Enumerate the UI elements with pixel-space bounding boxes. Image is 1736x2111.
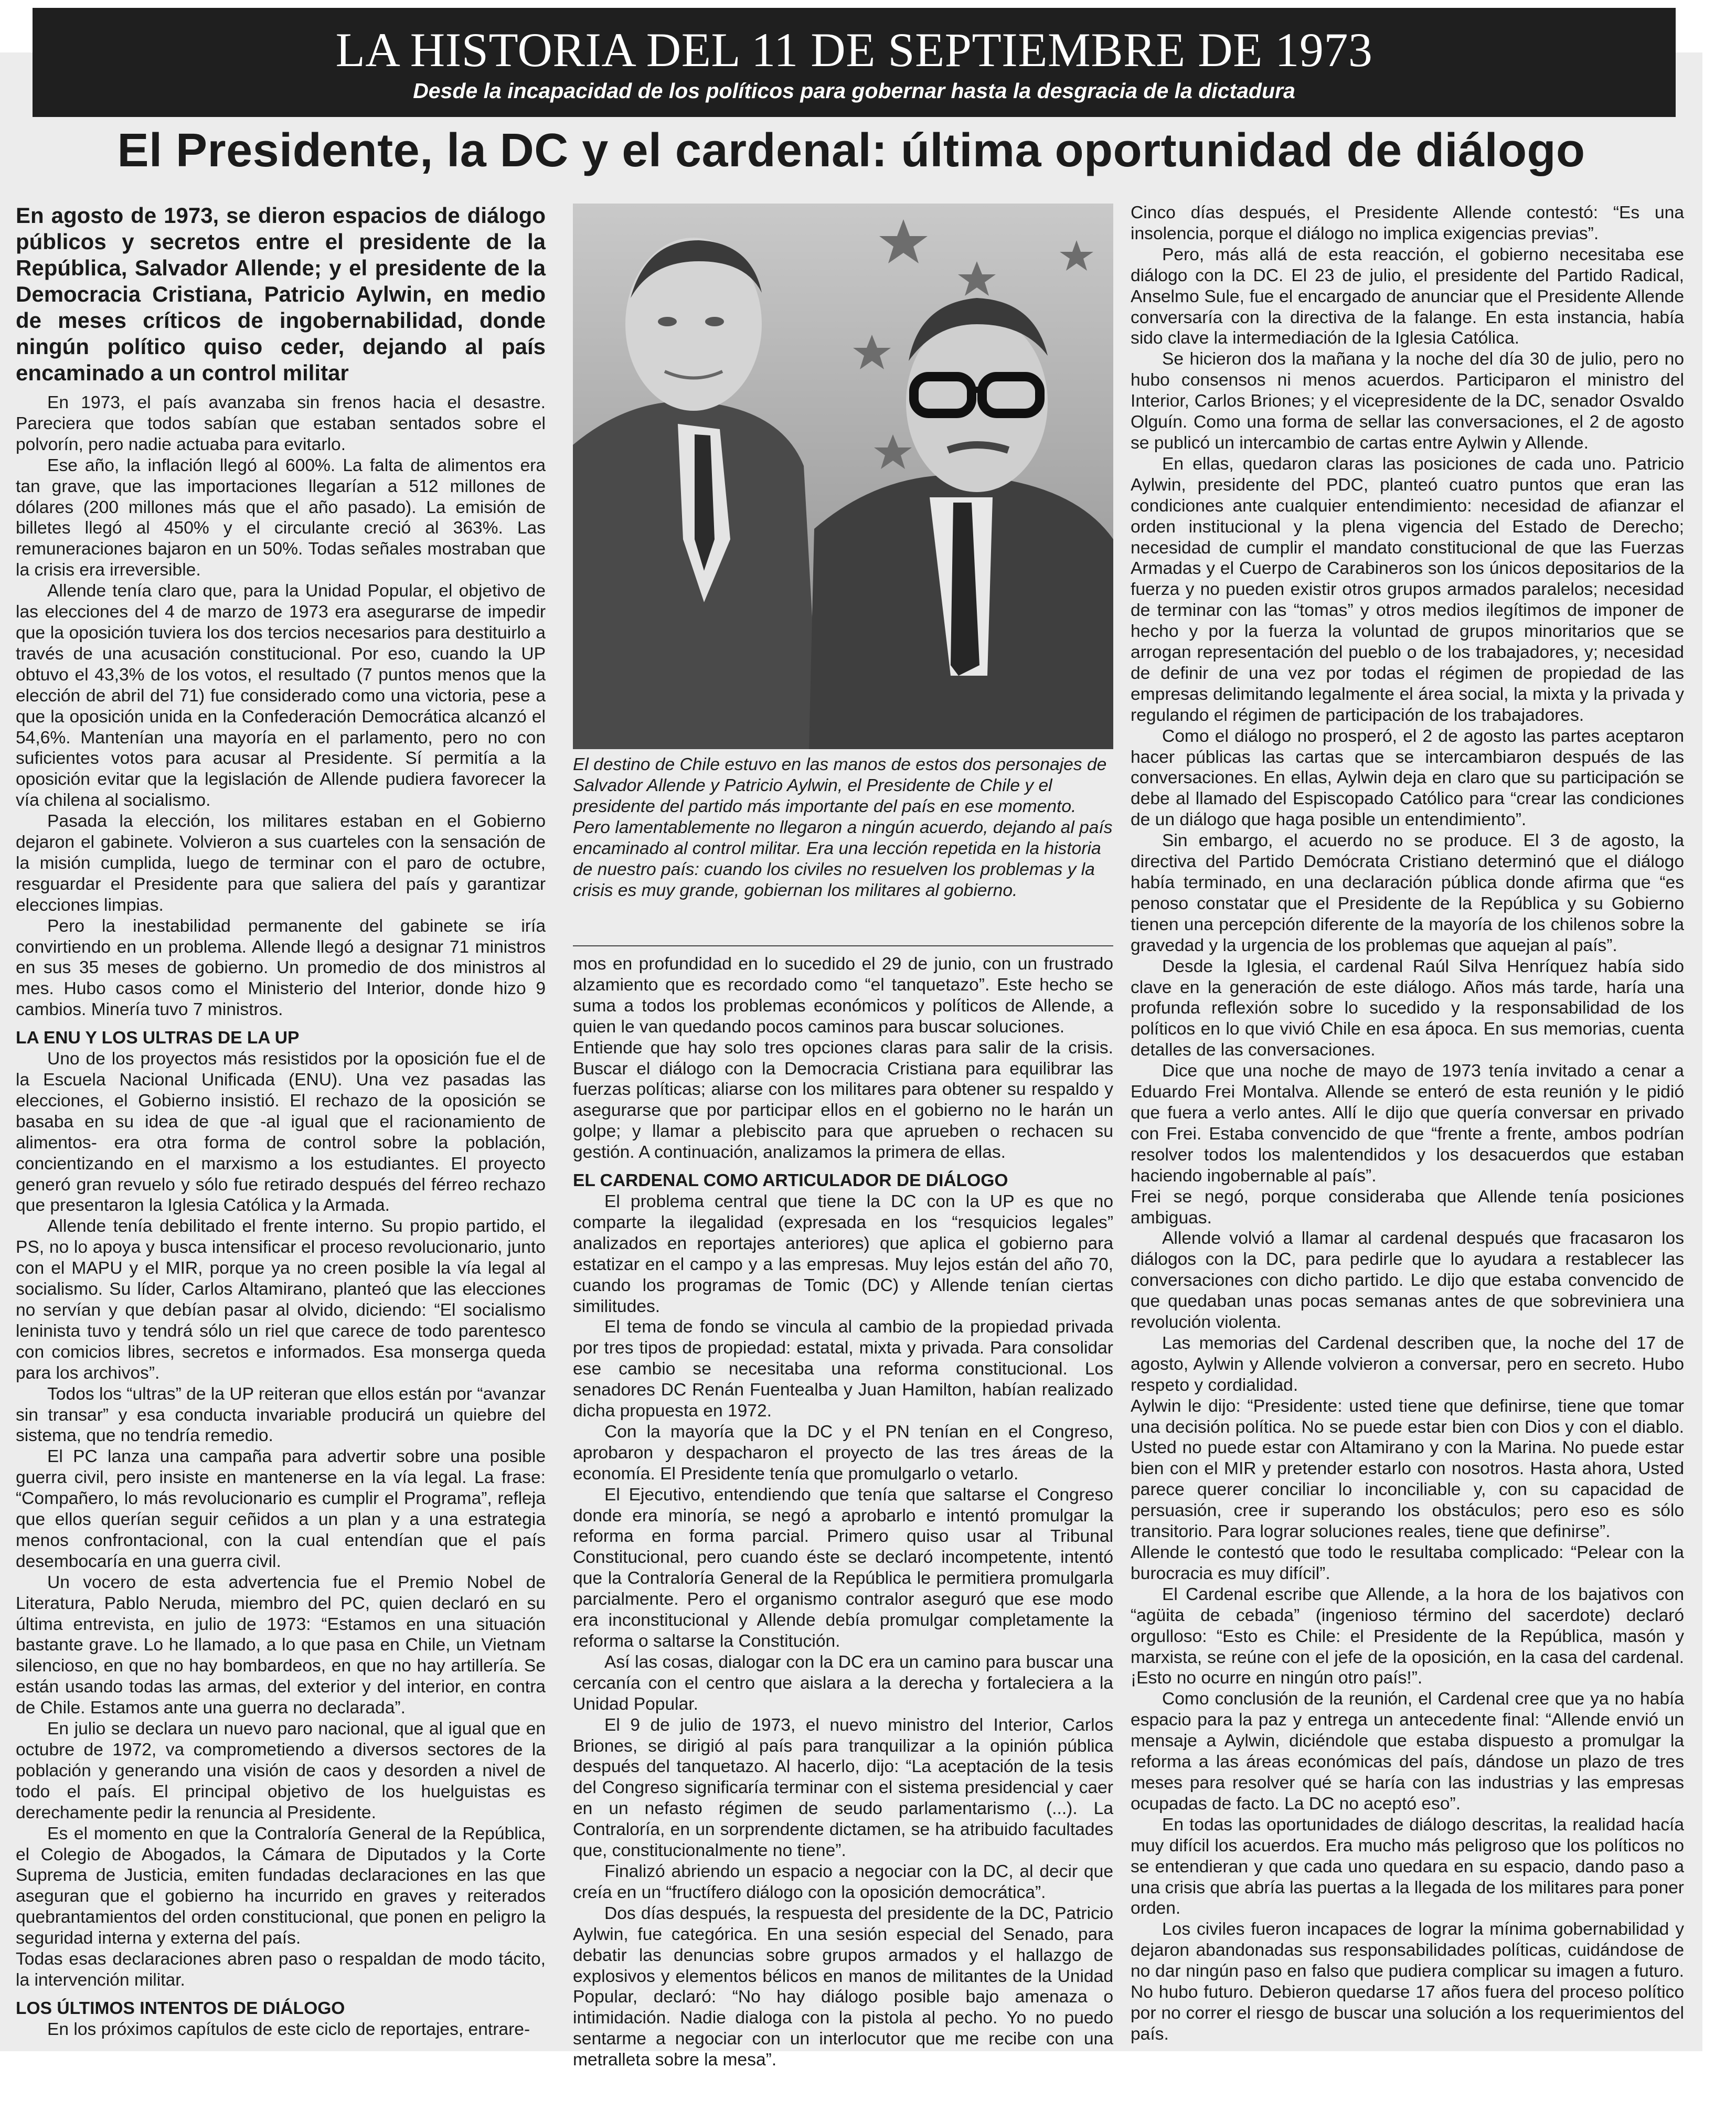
- paragraph: En todas las oportunidades de diálogo descritas, la realidad hacía muy difícil los acuerdos. Era mucho más peligroso que los políticos no se entendieran y que cada uno quedara en su espacio, dando paso a una crisis que abría las puertas a la llegada de los militares para poner orden.: [1131, 1815, 1684, 1918]
- paragraph: El Ejecutivo, entendiendo que tenía que saltarse el Congreso donde era minoría, se negó a aprobarlo e intentó promulgar la reforma en forma parcial. Primero quiso usar al Tribunal Constitucional, pero cuando éste se declaró incompetente, intentó que la Contraloría General de la República le permitiera promulgarla parcialmente. Pero el organismo contralor aseguró que ese modo era inconstitucional y Allende debía promulgar completamente la reforma o saltarse la Constitución.: [573, 1485, 1113, 1651]
- paragraph: El PC lanza una campaña para advertir sobre una posible guerra civil, pero insiste en mantenerse en la vía legal. La frase: “Compañero, lo más revolucionario es cumplir el Programa”, refleja que ellos querían seguir ceñidos a un plan y a una estrategia menos confrontacional, con la cual entendían que el país desembocaría en una guerra civil.: [16, 1447, 546, 1571]
- photo-caption: El destino de Chile estuvo en las manos de estos dos personajes de Salvador Allende y Patricio Aylwin, el Presidente de Chile y el presidente del partido más importante del país en ese momento. Pero lamentablemente no llegaron a ningún acuerdo, dejando al país encaminado al control militar. Era una lección repetida en la historia de nuestro país: cuando los civiles no resuelven los problemas y la crisis es muy grande, gobiernan los militares al gobierno.: [573, 755, 1113, 900]
- paragraph: En 1973, el país avanzaba sin frenos hacia el desastre. Pareciera que todos sabían que estaban sentados sobre el polvorín, pero nadie actuaba para evitarlo.: [16, 393, 546, 454]
- article-headline: El Presidente, la DC y el cardenal: última oportunidad de diálogo: [117, 124, 1585, 177]
- subheading-ultimos-intentos: LOS ÚLTIMOS INTENTOS DE DIÁLOGO: [16, 1998, 345, 2018]
- paragraph: Finalizó abriendo un espacio a negociar con la DC, al decir que creía en un “fructífero diálogo con la oposición democrática”.: [573, 1861, 1113, 1902]
- paragraph: Allende tenía claro que, para la Unidad Popular, el objetivo de las elecciones del 4 de marzo de 1973 era asegurarse de impedir que la oposición tuviera los dos tercios necesarios para destituirlo a través de una acusación constitucional. Por eso, cuando la UP obtuvo el 43,3% de los votos, el resultado (7 puntos menos que la elección de abril del 71) fue considerado como una victoria, pese a que la oposición unida en la Confederación Democrática alcanzó el 54,6%. Mantenían una mayoría en el parlamento, pero no con suficientes votos para acusar al Presidente. Sí permitía a la oposición evitar que la legislación de Allende pudiera favorecer la vía chilena al socialismo.: [16, 581, 546, 811]
- caption-divider: [573, 945, 1113, 946]
- paragraph: Ese año, la inflación llegó al 600%. La falta de alimentos era tan grave, que las importaciones llegarían a 512 millones de dólares (200 millones más que el año pasado). La emisión de billetes llegó al 450% y el circulante creció al 363%. Las remuneraciones bajaron en un 50%. Todas señales mostraban que la crisis era irreversible.: [16, 455, 546, 580]
- paragraph: Se hicieron dos la mañana y la noche del día 30 de julio, pero no hubo consensos ni menos acuerdos. Participaron el ministro del Interior, Carlos Briones; y el vicepresidente de la DC, senador Osvaldo Olguín. Como una forma de sellar las conversaciones, el 2 de agosto se publicó un intercambio de cartas entre Aylwin y Allende.: [1131, 349, 1684, 453]
- paragraph: El Cardenal escribe que Allende, a la hora de los bajativos con “agüita de cebada” (ingenioso término del sacerdote) declaró orgulloso: “Esto es Chile: el Presidente de la República, masón y marxista, se reúne con el jefe de la oposición, en la casa del cardenal. ¡Esto no ocurre en ningún otro país!”.: [1131, 1584, 1684, 1688]
- photo-allende-aylwin: [573, 204, 1113, 749]
- paragraph: El tema de fondo se vincula al cambio de la propiedad privada por tres tipos de propiedad: estatal, mixta y privada. Para consolidar ese cambio se necesitaba una reforma constitucional. Los senadores DC Renán Fuentealba y Juan Hamilton, habían realizado dicha propuesta en 1972.: [573, 1317, 1113, 1421]
- paragraph: Como el diálogo no prosperó, el 2 de agosto las partes aceptaron hacer públicas las cartas que se intercambiaron después de las conversaciones. En ellas, Aylwin deja en claro que su participación se debe al llamado del Espiscopado Católico para “crear las condiciones de un diálogo que haga posible un entendimiento”.: [1131, 726, 1684, 830]
- paragraph: Cinco días después, el Presidente Allende contestó: “Es una insolencia, porque el diálogo no implica exigencias previas”.: [1131, 203, 1684, 243]
- paragraph: Allende volvió a llamar al cardenal después que fracasaron los diálogos con la DC, para pedirle que lo ayudara a restablecer las conversaciones con dicho partido. Le dijo que estaba convencido de que quedaban unas pocas semanas antes de que sobreviniera una revolución violenta.: [1131, 1229, 1684, 1332]
- paragraph: Entiende que hay solo tres opciones claras para salir de la crisis. Buscar el diálogo con la Democracia Cristiana para equilibrar las fuerzas políticas; aliarse con los militares para obtener su respaldo y asegurarse que por participar ellos en el gobierno no le harán un golpe; y llamar a plebiscito para que aprueben o rechacen su gestión. A continuación, analizamos la primera de ellas.: [573, 1038, 1113, 1163]
- paragraph: Dos días después, la respuesta del presidente de la DC, Patricio Aylwin, fue categórica. En una sesión especial del Senado, para debatir las denuncias sobre grupos armados y el hallazgo de explosivos y elementos bélicos en manos de militantes de la Unidad Popular, declaró: “No hay diálogo posible bajo amenaza o intimidación. Nadie dialoga con la pistola al pecho. Yo no puedo sentarme a negociar con un interlocutor que me recibe con una metralleta sobre la mesa”.: [573, 1903, 1113, 2070]
- subheading-enu: LA ENU Y LOS ULTRAS DE LA UP: [16, 1028, 300, 1048]
- paragraph: Todos los “ultras” de la UP reiteran que ellos están por “avanzar sin transar” y esa conducta invariable producirá un quiebre del sistema, que no tendría remedio.: [16, 1384, 546, 1446]
- paragraph: Un vocero de esta advertencia fue el Premio Nobel de Literatura, Pablo Neruda, miembro del PC, quien declaró en su última entrevista, en julio de 1973: “Estamos en una situación bastante grave. Lo he llamado, a lo que pasa en Chile, un Vietnam silencioso, en que no hay bombardeos, en que no hay artillería. Se están usando todas las armas, del exterior y del interior, en contra de Chile. Estamos ante una guerra no declarada”.: [16, 1572, 546, 1718]
- paragraph: En julio se declara un nuevo paro nacional, que al igual que en octubre de 1972, va comprometiendo a diversos sectores de la población y generando una visión de caos y desorden a nivel de todo el país. El principal objetivo de los huelguistas es derechamente pedir la renuncia al Presidente.: [16, 1719, 546, 1822]
- paragraph: Sin embargo, el acuerdo no se produce. El 3 de agosto, la directiva del Partido Demócrata Cristiano determinó que el diálogo había terminado, en una declaración pública donde afirma que “es penoso constatar que el Presidente de la República y su Gobierno tienen una percepción diferente de la mayoría de los chilenos sobre la gravedad y la urgencia de los problemas que aquejan al país”.: [1131, 831, 1684, 955]
- paragraph: Así las cosas, dialogar con la DC era un camino para buscar una cercanía con el centro que aislara a la derecha y fortaleciera a la Unidad Popular.: [573, 1652, 1113, 1714]
- paragraph: El 9 de julio de 1973, el nuevo ministro del Interior, Carlos Briones, se dirigió al país para tranquilizar a la opinión pública después del tanquetazo. Al hacerlo, dijo: “La aceptación de la tesis del Congreso significaría terminar con el sistema presidencial y caer en un nefasto régimen de seudo parlamentarismo (...). La Contraloría, en un sorprendente dictamen, se ha atribuido facultades que, constitucionalmente no tiene”.: [573, 1715, 1113, 1861]
- paragraph: Es el momento en que la Contraloría General de la República, el Colegio de Abogados, la Cámara de Diputados y la Corte Suprema de Justicia, emiten fundadas declaraciones en las que aseguran que el gobierno ha incurrido en graves y reiterados quebrantamientos del orden constitucional, que ponen en peligro la seguridad interna y externa del país.: [16, 1824, 546, 1948]
- column-2: [573, 954, 1113, 2070]
- paragraph: Uno de los proyectos más resistidos por la oposición fue el de la Escuela Nacional Unificada (ENU). Una vez pasadas las elecciones, el Gobierno insistió. El rechazo de la oposición se basaba en su idea de que -al igual que el racionamiento de alimentos- era otra forma de control sobre la población, concientizando en el marxismo a los estudiantes. El proyecto generó gran revuelo y sólo fue retirado después del férreo rechazo que presentaron la Iglesia Católica y la Armada.: [16, 1049, 546, 1216]
- paragraph: Con la mayoría que la DC y el PN tenían en el Congreso, aprobaron y despacharon el proyecto de las tres áreas de la economía. El Presidente tenía que promulgarlo o vetarlo.: [573, 1422, 1113, 1484]
- column-3: [1131, 202, 1684, 2044]
- series-title: LA HISTORIA DEL 11 DE SEPTIEMBRE DE 1973: [335, 23, 1373, 77]
- paragraph: Dice que una noche de mayo de 1973 tenía invitado a cenar a Eduardo Frei Montalva. Allende se enteró de esta reunión y le pidió que fuera a verlo antes. Allí le dijo que quería conversar en privado con Frei. Estaba convencido de que “frente a frente, ambos podrían resolver todos los malentendidos y los desacuerdos que estaban haciendo ingobernable al país”.: [1131, 1061, 1684, 1186]
- paragraph: Todas esas declaraciones abren paso o respaldan de modo tácito, la intervención militar.: [16, 1949, 546, 1990]
- paragraph: Pero la inestabilidad permanente del gabinete se iría convirtiendo en un problema. Allende llegó a designar 71 ministros en sus 35 meses de gobierno. Un promedio de dos ministros al mes. Hubo casos como el Ministerio del Interior, donde hizo 9 cambios. Minería tuvo 7 ministros.: [16, 916, 546, 1020]
- subheading-cardenal: EL CARDENAL COMO ARTICULADOR DE DIÁLOGO: [573, 1171, 1008, 1191]
- paragraph: Pero, más allá de esta reacción, el gobierno necesitaba ese diálogo con la DC. El 23 de julio, el presidente del Partido Radical, Anselmo Sule, fue el encargado de anunciar que el Presidente Allende conversaría con la directiva de la falange. En esta instancia, había sido clave la intermediación de la Iglesia Católica.: [1131, 244, 1684, 348]
- paragraph: Aylwin le dijo: “Presidente: usted tiene que definirse, tiene que tomar una decisión política. No se puede estar bien con Dios y con el diablo. Usted no puede estar con Altamirano y con la Marina. No puede estar bien con el MIR y pretender estarlo con nosotros. Hasta ahora, Usted parece querer conciliar lo inconciliable y, con su capacidad de persuasión, cree ir superando los obstáculos; pero eso es sólo transitorio. Para lograr soluciones reales, tiene que definirse”.: [1131, 1396, 1684, 1542]
- paragraph: Allende le contestó que todo le resultaba complicado: “Pelear con la burocracia es muy difícil”.: [1131, 1543, 1684, 1583]
- paragraph: En ellas, quedaron claras las posiciones de cada uno. Patricio Aylwin, presidente del PDC, planteó cuatro puntos que eran las condiciones ante cualquier entendimiento: necesidad de afianzar el orden institucional y la plena vigencia del Estado de Derecho; necesidad de cumplir el mandato constitucional de que las Fuerzas Armadas y el Cuerpo de Carabineros son los únicos depositarios de la fuerza y no pueden existir otros grupos armados paralelos; necesidad de terminar con las “tomas” y otros medios ilegítimos de imponer de hecho y por la fuerza la voluntad de grupos minoritarios que se arrogan representación del pueblo o de los trabajadores, y; necesidad de definir de una vez por todas el régimen de propiedad de las empresas delimitando legalmente el área social, la mixta y la privada y regulando el régimen de participación de los trabajadores.: [1131, 454, 1684, 725]
- paragraph: El problema central que tiene la DC con la UP es que no comparte la ilegalidad (expresada en los “resquicios legales” analizados en reportajes anteriores) que aplica el gobierno para estatizar en el campo y a las empresas. Muy lejos están del año 70, cuando los programas de Tomic (DC) y Allende tenían ciertas similitudes.: [573, 1191, 1113, 1316]
- paragraph: Pasada la elección, los militares estaban en el Gobierno dejaron el gabinete. Volvieron a sus cuarteles con la sensación de la misión cumplida, luego de terminar con el paro de octubre, resguardar el Presidente para que saliera del país y garantizar elecciones limpias.: [16, 812, 546, 915]
- lead-paragraph: En agosto de 1973, se dieron espacios de diálogo públicos y secretos entre el presidente de la República, Salvador Allende; y el presidente de la Democracia Cristiana, Patricio Aylwin, en medio de meses críticos de ingobernabilidad, donde ningún político quiso ceder, dejando al país encaminado a un control militar: [16, 203, 546, 385]
- paragraph: Desde la Iglesia, el cardenal Raúl Silva Henríquez había sido clave en la generación de este diálogo. Años más tarde, haría una profunda reflexión sobre lo sucedido y la responsabilidad de los políticos en lo que vivió Chile en esa ápoca. En sus memorias, cuenta detalles de las conversaciones.: [1131, 956, 1684, 1060]
- paragraph: Frei se negó, porque consideraba que Allende tenía posiciones ambiguas.: [1131, 1187, 1684, 1228]
- paragraph: Los civiles fueron incapaces de lograr la mínima gobernabilidad y dejaron abandonadas sus responsabilidades políticas, cuidándose de no dar ningún paso en falso que pudiera complicar su imagen a futuro. No hubo futuro. Debieron quedarse 17 años fuera del proceso político por no correr el riesgo de buscar una solución a los requerimientos del país.: [1131, 1920, 1684, 2044]
- series-subtitle: Desde la incapacidad de los políticos para gobernar hasta la desgracia de la dictadura: [413, 79, 1295, 103]
- paragraph: Las memorias del Cardenal describen que, la noche del 17 de agosto, Aylwin y Allende volvieron a conversar, pero en secreto. Hubo respeto y cordialidad.: [1131, 1333, 1684, 1395]
- paragraph: En los próximos capítulos de este ciclo de reportajes, entrare-: [47, 2019, 530, 2039]
- section-banner: [33, 8, 1676, 117]
- paragraph: mos en profundidad en lo sucedido el 29 de junio, con un frustrado alzamiento que es recordado como “el tanquetazo”. Este hecho se suma a todos los problemas económicos y políticos de Allende, a quien le van quedando pocos caminos para buscar soluciones.: [573, 954, 1113, 1037]
- paragraph: Allende tenía debilitado el frente interno. Su propio partido, el PS, no lo apoya y busca intensificar el proceso revolucionario, junto con el MAPU y el MIR, porque ya no creen posible la vía legal al socialismo. Su líder, Carlos Altamirano, planteó que las elecciones no servían y que debían pasar al olvido, diciendo: “El socialismo leninista tuvo y tendrá sólo un riel que carece de todo parentesco con comicios libres, secretos e informados. Esa monserga queda para los archivos”.: [16, 1217, 546, 1383]
- column-1: [16, 202, 546, 2039]
- paragraph: Como conclusión de la reunión, el Cardenal cree que ya no había espacio para la paz y entrega un antecedente final: “Allende envió un mensaje a Aylwin, diciéndole que estaba dispuesto a promulgar la reforma a las áreas económicas del país, dándose un plazo de tres meses para resolver qué se haría con las industrias y las empresas ocupadas de facto. La DC no aceptó eso”.: [1131, 1689, 1684, 1814]
